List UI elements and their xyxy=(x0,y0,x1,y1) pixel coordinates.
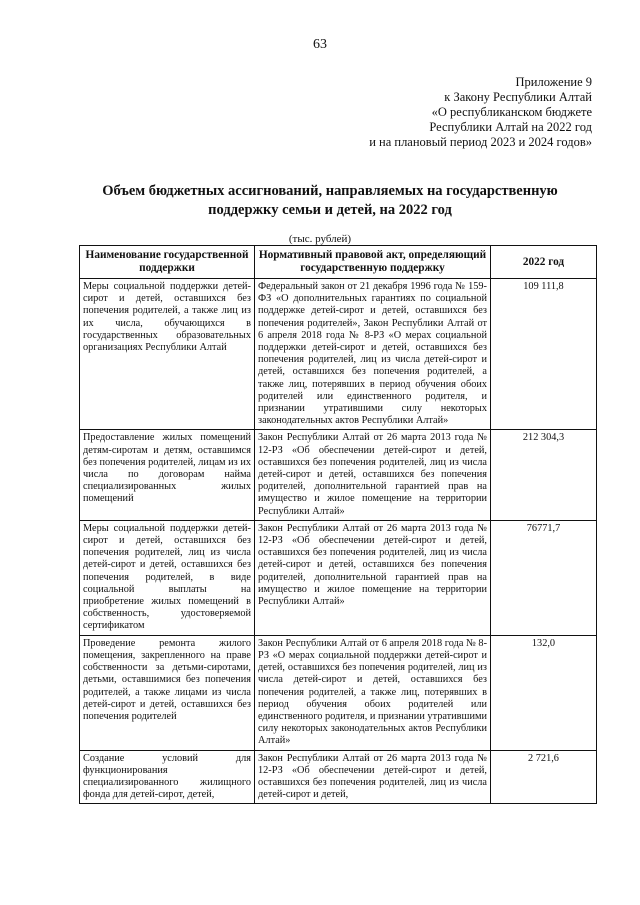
law-cell: Федеральный закон от 21 декабря 1996 года № 159-ФЗ «О дополнительных гарантиях по социальной поддержке детей-сирот и детей, оставшихся без попечения родителей», Закон Республики Алтай от 6 апреля 2018 года № 8-РЗ «О мерах социальной поддержки детей-сирот и детей, оставшихся без попечения родителей, лиц из числа детей-сирот и детей, оставшихся без попечения родителей, а также лиц, потерявших в период обучения обоих родителей или единственного родителя, и признании утратившими силу некоторых законодательных актов Республики Алтай» xyxy=(255,279,491,430)
units-note: (тыс. рублей) xyxy=(288,233,352,245)
table-row xyxy=(80,279,597,430)
appendix-line: Приложение 9 xyxy=(515,75,592,89)
column-header-law: Нормативный правовой акт, определяющий государственную поддержку xyxy=(255,246,491,279)
law-cell: Закон Республики Алтай от 26 марта 2013 года № 12-РЗ «Об обеспечении детей-сирот и детей, оставшихся без попечения родителей, лиц из числа детей-сирот и детей, оставшихся без попечения родителей, дополнительной гарантией прав на имущество и жилое помещение на территории Республики Алтай» xyxy=(255,520,491,635)
law-cell: Закон Республики Алтай от 6 апреля 2018 года № 8-РЗ «О мерах социальной поддержки детей-сирот и детей, оставшихся без попечения родителей, лиц из числа детей-сирот и детей, оставшихся без попечения родителей, а также лиц, потерявших в период обучения обоих родителей или единственного родителя, и признании утратившими силу некоторых законодательных актов Республики Алтай» xyxy=(255,635,491,750)
appendix-header xyxy=(272,75,592,150)
measure-cell: Меры социальной поддержки детей-сирот и детей, оставшихся без попечения родителей, а также лиц из их числа, обучающихся в государственных образовательных организациях Республики Алтай xyxy=(80,279,255,430)
table-row xyxy=(80,750,597,804)
measure-cell: Создание условий для функционирования специализированного жилищного фонда для детей-сирот, детей, xyxy=(80,750,255,804)
page-number: 63 xyxy=(313,37,327,52)
appendix-line: «О республиканском бюджете xyxy=(431,105,592,119)
amount-cell: 132,0 xyxy=(491,635,597,750)
amount-cell: 212 304,3 xyxy=(491,430,597,520)
table-header-row xyxy=(80,246,597,279)
table-row xyxy=(80,520,597,635)
amount-cell: 2 721,6 xyxy=(491,750,597,804)
appendix-line: к Закону Республики Алтай xyxy=(444,90,592,104)
appendix-line: Республики Алтай на 2022 год xyxy=(429,120,592,134)
amount-cell: 109 111,8 xyxy=(491,279,597,430)
amount-cell: 76771,7 xyxy=(491,520,597,635)
appendix-line: и на плановый период 2023 и 2024 годов» xyxy=(369,135,592,149)
measure-cell: Меры социальной поддержки детей-сирот и детей, оставшихся без попечения родителей, лиц из числа детей-сирот и детей, оставшихся без попечения родителей, в виде социальной выплаты на приобретение жилых помещений в собственность, удостоверяемой сертификатом xyxy=(80,520,255,635)
page-bottom-margin xyxy=(0,858,640,905)
law-cell: Закон Республики Алтай от 26 марта 2013 года № 12-РЗ «Об обеспечении детей-сирот и детей, оставшихся без попечения родителей, лиц из числа детей-сирот и детей, оставшихся без попечения родителей, дополнительной гарантией прав на имущество и жилое помещение на территории Республики Алтай» xyxy=(255,430,491,520)
column-header-year: 2022 год xyxy=(491,246,597,279)
law-cell: Закон Республики Алтай от 26 марта 2013 года № 12-РЗ «Об обеспечении детей-сирот и детей, оставшихся без попечения родителей, лиц из числа детей-сирот и детей, xyxy=(255,750,491,804)
table-row xyxy=(80,430,597,520)
column-header-measure: Наименование государственной поддержки xyxy=(80,246,255,279)
measure-cell: Предоставление жилых помещений детям-сиротам и детям, оставшимся без попечения родителей, лицам из их числа по договорам найма специализированных жилых помещений xyxy=(80,430,255,520)
document-title: Объем бюджетных ассигнований, направляемых на государственную поддержку семьи и детей, на 2022 год xyxy=(102,183,558,218)
table-row xyxy=(80,635,597,750)
budget-table xyxy=(79,245,597,804)
measure-cell: Проведение ремонта жилого помещения, закрепленного на праве собственности за детьми-сиротами, детьми, оставшимися без попечения родителей, а также лицами из числа детей-сирот и детей, оставшихся без попечения родителей xyxy=(80,635,255,750)
